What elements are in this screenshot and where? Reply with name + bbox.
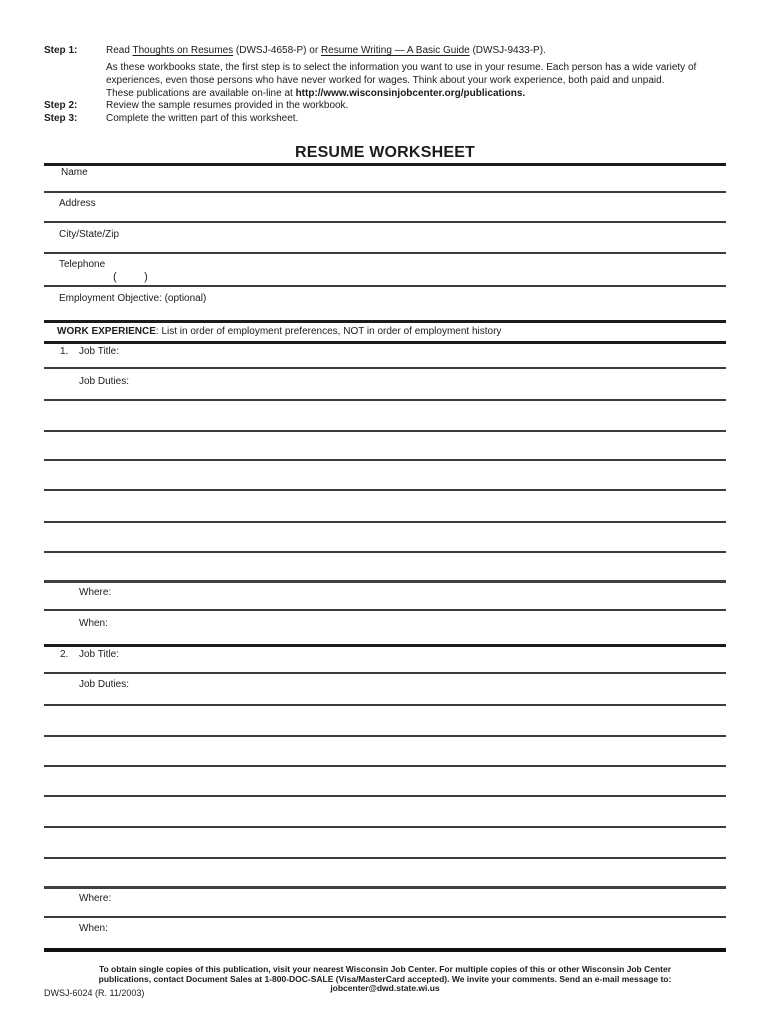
address-label: Address [59, 198, 96, 209]
page-title: RESUME WORKSHEET [294, 144, 476, 161]
where-field-line-1[interactable] [44, 583, 726, 611]
job-duties-label-2: Job Duties: [79, 679, 130, 690]
where-label-1: Where: [79, 587, 112, 598]
footer-divider [44, 948, 726, 952]
address-field-line[interactable] [44, 193, 726, 223]
job-duties-line-1-2[interactable] [44, 401, 726, 432]
job-duties-line-1-6[interactable] [44, 523, 726, 553]
job-duties-line-1-7[interactable] [44, 553, 726, 583]
step2-instruction: Review the sample resumes provided in the workbook. [106, 100, 349, 111]
step1-label: Step 1: [44, 45, 78, 56]
job-duties-line-2-7[interactable] [44, 859, 726, 889]
step1-online-note [106, 88, 525, 100]
job-duties-line-2-1[interactable] [44, 674, 726, 706]
section1-number: 1. [60, 346, 69, 357]
step1-read-text: Read [106, 45, 133, 56]
city-state-zip-field-line[interactable] [44, 223, 726, 254]
job-title-field-line-1[interactable] [44, 344, 726, 369]
form-number: DWSJ-6024 (R. 11/2003) [44, 988, 145, 998]
job-title-label-2: Job Title: [79, 649, 120, 660]
online-prefix-text: These publications are available on-line at [106, 88, 296, 99]
when-label-1: When: [79, 618, 108, 629]
job-title-label-1: Job Title: [79, 346, 120, 357]
when-label-2: When: [79, 923, 108, 934]
when-field-area-2[interactable] [44, 918, 726, 948]
name-label: Name [61, 167, 88, 178]
work-experience-heading-bold: WORK EXPERIENCE [57, 326, 156, 337]
employment-objective-label: Employment Objective: (optional) [59, 293, 207, 304]
job-duties-line-2-2[interactable] [44, 706, 726, 737]
job-duties-line-2-5[interactable] [44, 797, 726, 828]
telephone-label: Telephone [59, 259, 106, 270]
job-duties-line-1-5[interactable] [44, 491, 726, 523]
section2-number: 2. [60, 649, 69, 660]
where-field-line-2[interactable] [44, 889, 726, 918]
job-duties-line-2-3[interactable] [44, 737, 726, 767]
step3-label: Step 3: [44, 113, 78, 124]
step1-doc1-title: Thoughts on Resumes [132, 45, 234, 56]
step1-mid-text: (DWSJ-4658-P) or [233, 45, 321, 56]
publications-url: http://www.wisconsinjobcenter.org/publications. [295, 88, 526, 99]
work-experience-divider-top [44, 320, 726, 323]
work-experience-heading [57, 326, 501, 338]
job-duties-line-1-3[interactable] [44, 432, 726, 461]
when-field-area-1[interactable] [44, 611, 726, 644]
step1-end-text: (DWSJ-9433-P). [469, 45, 546, 56]
step1-paragraph: As these workbooks state, the first step is to select the information you want to use in your resume. Each person has a wide variety of experiences, even those persons who have never worked for wages. Think about your work experience, both paid and unpaid. [106, 62, 697, 86]
step1-instruction [106, 45, 546, 57]
job-duties-line-1-4[interactable] [44, 461, 726, 491]
job-duties-line-2-6[interactable] [44, 828, 726, 859]
job-duties-line-2-4[interactable] [44, 767, 726, 797]
name-field-line[interactable] [44, 164, 726, 193]
work-experience-heading-rest: : List in order of employment preferences, NOT in order of employment history [155, 326, 502, 337]
telephone-area-code-parens: ( ) [113, 271, 148, 283]
step2-label: Step 2: [44, 100, 78, 111]
job-title-field-line-2[interactable] [44, 647, 726, 674]
step3-instruction: Complete the written part of this worksheet. [106, 113, 299, 124]
job-duties-line-1-1[interactable] [44, 369, 726, 401]
city-state-zip-label: City/State/Zip [59, 229, 120, 240]
job-duties-label-1: Job Duties: [79, 376, 130, 387]
where-label-2: Where: [79, 893, 112, 904]
footer-ordering-note: To obtain single copies of this publication, visit your nearest Wisconsin Job Center. For multiple copies of this or other Wisconsin Job Center publications, contact Document Sales at 1-800-DOC-SALE (Visa/MasterCard accepted). We invite your comments. Send an e-mail message to: jobcenter@dwd.state.wi.us [98, 964, 672, 994]
step1-doc2-title: Resume Writing — A Basic Guide [320, 45, 470, 56]
